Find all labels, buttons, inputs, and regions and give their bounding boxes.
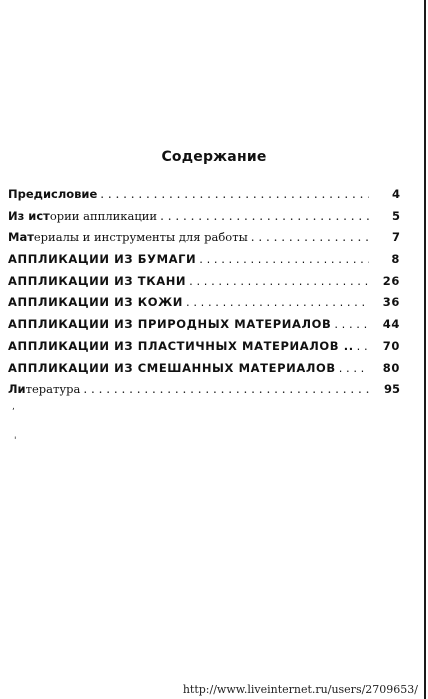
dot-leader xyxy=(186,292,369,314)
toc-page-number: 8 xyxy=(391,252,400,267)
toc-item-label: Материалы и инструменты для работы xyxy=(8,230,248,245)
dot-leader xyxy=(199,249,369,271)
toc-item-label: АППЛИКАЦИИ ИЗ БУМАГИ xyxy=(8,252,197,267)
scan-mark: ' xyxy=(14,436,17,446)
dot-leader xyxy=(189,271,369,293)
toc-item[interactable] xyxy=(8,358,400,380)
toc-item[interactable] xyxy=(8,184,400,206)
dot-leader xyxy=(83,379,369,401)
scan-mark: , xyxy=(12,402,15,412)
toc-page-number: 36 xyxy=(382,295,400,310)
toc-page-number: 80 xyxy=(382,360,400,375)
toc-item[interactable] xyxy=(8,227,400,249)
toc-page-number: 44 xyxy=(382,317,400,332)
toc-item-label: Из истории аппликации xyxy=(8,208,158,223)
dot-leader xyxy=(334,314,369,336)
toc-page-number: 95 xyxy=(383,382,400,397)
toc-item[interactable] xyxy=(8,292,400,314)
toc-item[interactable] xyxy=(8,249,400,271)
toc-page-number: 5 xyxy=(391,208,400,223)
toc-page-number: 7 xyxy=(391,230,400,245)
toc-item[interactable] xyxy=(8,379,400,401)
dot-leader xyxy=(339,358,369,380)
toc-page-number: 26 xyxy=(382,273,400,288)
toc-item-label: Предисловие xyxy=(8,187,98,201)
toc-item-label: АППЛИКАЦИИ ИЗ ПЛАСТИЧНЫХ МАТЕРИАЛОВ .. xyxy=(8,338,354,353)
toc-item-label: Литература xyxy=(8,382,81,397)
toc-page-number: 4 xyxy=(391,187,400,201)
table-of-contents xyxy=(8,184,400,401)
toc-item-label: АППЛИКАЦИИ ИЗ СМЕШАННЫХ МАТЕРИАЛОВ xyxy=(8,360,336,375)
toc-item-label: АППЛИКАЦИИ ИЗ ПРИРОДНЫХ МАТЕРИАЛОВ xyxy=(8,317,332,332)
toc-item[interactable] xyxy=(8,206,400,228)
toc-item[interactable] xyxy=(8,271,400,293)
dot-leader xyxy=(100,184,369,206)
toc-item-label: АППЛИКАЦИИ ИЗ ТКАНИ xyxy=(8,273,187,288)
toc-page-number: 70 xyxy=(382,338,400,353)
page-edge-shadow xyxy=(424,0,426,699)
dot-leader xyxy=(251,227,369,249)
toc-item-label: АППЛИКАЦИИ ИЗ КОЖИ xyxy=(8,295,184,310)
watermark-url[interactable]: http://www.liveinternet.ru/users/2709653/ xyxy=(182,683,418,696)
dot-leader xyxy=(160,206,369,228)
dot-leader xyxy=(357,336,369,358)
page-title: Содержание xyxy=(161,149,267,165)
toc-item[interactable] xyxy=(8,314,400,336)
toc-item[interactable] xyxy=(8,336,400,358)
